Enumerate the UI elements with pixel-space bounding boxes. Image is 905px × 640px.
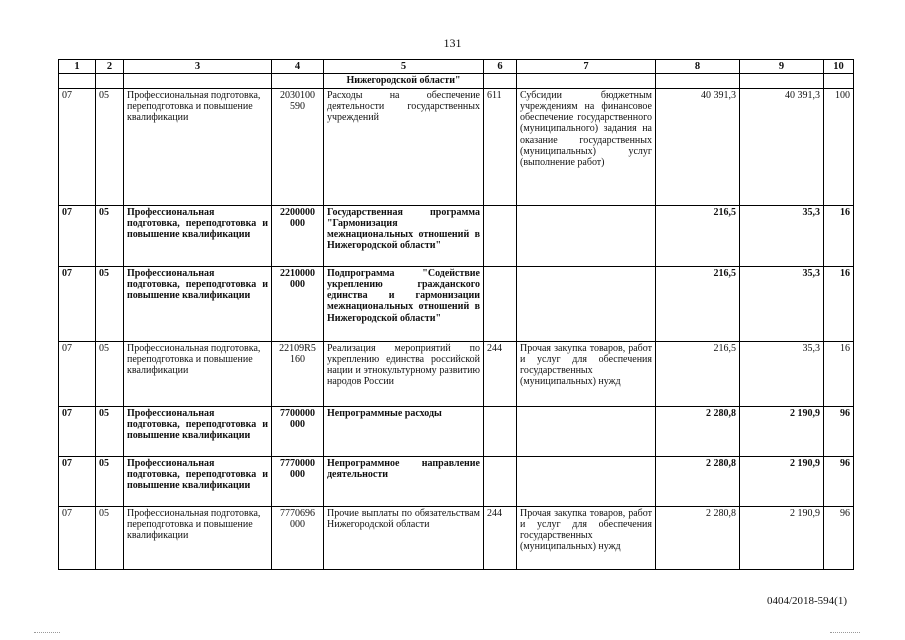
cell-target-code: 2210000 000 — [272, 266, 324, 341]
cell-section: 07 — [59, 456, 96, 506]
header-col-10: 10 — [824, 60, 854, 74]
cell-percent: 16 — [824, 266, 854, 341]
scan-artifact — [830, 632, 860, 633]
cell-planned: 2 280,8 — [656, 506, 740, 569]
cell-target-name: Подпрограмма "Содействие укреплению гражданского единства и гармонизации межнациональных отношений в Нижегородской области" — [324, 266, 484, 341]
cell-planned: 216,5 — [656, 266, 740, 341]
table-row — [59, 341, 854, 406]
cell-target-code: 2200000 000 — [272, 205, 324, 266]
cell-expense-name — [517, 205, 656, 266]
cell-section-name: Профессиональная подготовка, переподготовка и повышение квалификации — [124, 266, 272, 341]
cell-expense-code: 611 — [484, 88, 517, 205]
cell-expense-name — [517, 266, 656, 341]
cell-expense-name: Прочая закупка товаров, работ и услуг для обеспечения государственных (муниципальных) нужд — [517, 506, 656, 569]
cell-percent: 96 — [824, 456, 854, 506]
cell-section: 07 — [59, 88, 96, 205]
header-col-5: 5 — [324, 60, 484, 74]
cell-target-name: Прочие выплаты по обязательствам Нижегородской области — [324, 506, 484, 569]
scan-artifact — [34, 632, 60, 633]
cell-expense-code — [484, 266, 517, 341]
cell-target-name: Непрограммные расходы — [324, 406, 484, 456]
document-code: 0404/2018-594(1) — [766, 595, 847, 607]
cell-executed: 35,3 — [740, 341, 824, 406]
cell-target-code: 7770000 000 — [272, 456, 324, 506]
cell-empty — [124, 74, 272, 88]
header-col-3: 3 — [124, 60, 272, 74]
header-col-8: 8 — [656, 60, 740, 74]
header-row — [59, 60, 854, 74]
cell-section-name: Профессиональная подготовка, переподготовка и повышение квалификации — [124, 88, 272, 205]
cell-expense-code: 244 — [484, 506, 517, 569]
cell-percent: 100 — [824, 88, 854, 205]
cell-section-name: Профессиональная подготовка, переподготовка и повышение квалификации — [124, 456, 272, 506]
cell-target-name: Расходы на обеспечение деятельности государственных учреждений — [324, 88, 484, 205]
table-row — [59, 456, 854, 506]
cell-executed: 2 190,9 — [740, 506, 824, 569]
cell-executed: 40 391,3 — [740, 88, 824, 205]
cell-percent: 96 — [824, 506, 854, 569]
cell-expense-name — [517, 406, 656, 456]
cell-planned: 40 391,3 — [656, 88, 740, 205]
cell-planned: 2 280,8 — [656, 406, 740, 456]
cell-expense-code — [484, 456, 517, 506]
cell-subsection: 05 — [96, 205, 124, 266]
cell-section-name: Профессиональная подготовка, переподготовка и повышение квалификации — [124, 506, 272, 569]
cell-target-name: Непрограммное направление деятельности — [324, 456, 484, 506]
cell-expense-code: 244 — [484, 341, 517, 406]
cell-section: 07 — [59, 506, 96, 569]
cell-expense-name — [517, 456, 656, 506]
cell-target-code: 22109R5 160 — [272, 341, 324, 406]
table-row — [59, 205, 854, 266]
cell-percent: 96 — [824, 406, 854, 456]
header-col-4: 4 — [272, 60, 324, 74]
cell-empty — [272, 74, 324, 88]
page-number: 131 — [443, 36, 462, 50]
cell-expense-name: Субсидии бюджетным учреждениям на финансовое обеспечение государственного (муниципального) задания на оказание государственных (муниципальных) услуг (выполнение работ) — [517, 88, 656, 205]
cell-planned: 2 280,8 — [656, 456, 740, 506]
header-col-7: 7 — [517, 60, 656, 74]
cell-section: 07 — [59, 205, 96, 266]
cell-empty — [824, 74, 854, 88]
cell-expense-code — [484, 205, 517, 266]
header-col-1: 1 — [59, 60, 96, 74]
cell-target-code: 7770696 000 — [272, 506, 324, 569]
cell-empty — [517, 74, 656, 88]
cell-subsection: 05 — [96, 406, 124, 456]
cell-expense-name: Прочая закупка товаров, работ и услуг для обеспечения государственных (муниципальных) нужд — [517, 341, 656, 406]
budget-table — [58, 59, 854, 570]
cell-target-code: 7700000 000 — [272, 406, 324, 456]
continuation-row — [59, 74, 854, 88]
cell-executed: 35,3 — [740, 266, 824, 341]
cell-section-name: Профессиональная подготовка, переподготовка и повышение квалификации — [124, 205, 272, 266]
cell-subsection: 05 — [96, 341, 124, 406]
cell-section-name: Профессиональная подготовка, переподготовка и повышение квалификации — [124, 406, 272, 456]
cell-target-name: Государственная программа "Гармонизация межнациональных отношений в Нижегородской области" — [324, 205, 484, 266]
table-row — [59, 266, 854, 341]
table-row — [59, 406, 854, 456]
table-row — [59, 88, 854, 205]
header-col-6: 6 — [484, 60, 517, 74]
continuation-text: Нижегородской области" — [324, 74, 484, 88]
cell-empty — [484, 74, 517, 88]
cell-executed: 2 190,9 — [740, 456, 824, 506]
cell-section: 07 — [59, 341, 96, 406]
cell-planned: 216,5 — [656, 205, 740, 266]
cell-empty — [96, 74, 124, 88]
cell-target-code: 2030100 590 — [272, 88, 324, 205]
cell-planned: 216,5 — [656, 341, 740, 406]
cell-section-name: Профессиональная подготовка, переподготовка и повышение квалификации — [124, 341, 272, 406]
cell-percent: 16 — [824, 341, 854, 406]
cell-executed: 35,3 — [740, 205, 824, 266]
cell-expense-code — [484, 406, 517, 456]
cell-subsection: 05 — [96, 456, 124, 506]
cell-section: 07 — [59, 266, 96, 341]
cell-percent: 16 — [824, 205, 854, 266]
header-col-9: 9 — [740, 60, 824, 74]
cell-empty — [740, 74, 824, 88]
cell-empty — [656, 74, 740, 88]
cell-subsection: 05 — [96, 266, 124, 341]
cell-empty — [59, 74, 96, 88]
cell-section: 07 — [59, 406, 96, 456]
cell-target-name: Реализация мероприятий по укреплению единства российской нации и этнокультурному развитию народов России — [324, 341, 484, 406]
header-col-2: 2 — [96, 60, 124, 74]
cell-subsection: 05 — [96, 88, 124, 205]
cell-subsection: 05 — [96, 506, 124, 569]
cell-executed: 2 190,9 — [740, 406, 824, 456]
table-row — [59, 506, 854, 569]
